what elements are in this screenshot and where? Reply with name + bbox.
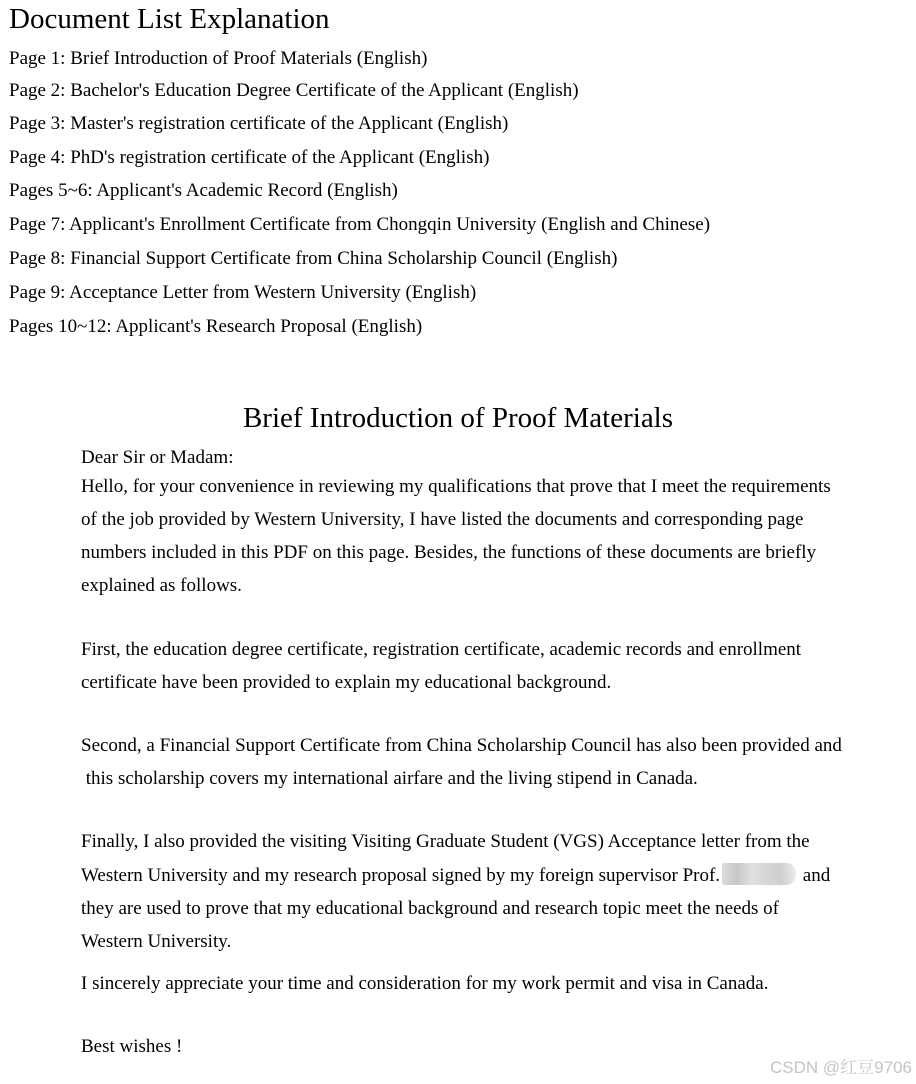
text-line: Hello, for your convenience in reviewing my qualifications that prove that I meet the requirements (81, 476, 831, 497)
text-line: they are used to prove that my educational background and research topic meet the needs of (81, 898, 779, 919)
document-list-item: Pages 10~12: Applicant's Research Proposal (English) (9, 316, 423, 337)
document-list-item: Page 9: Acceptance Letter from Western University (English) (9, 282, 477, 303)
document-list-title: Document List Explanation (9, 3, 330, 35)
appreciation-line: I sincerely appreciate your time and consideration for my work permit and visa in Canada. (81, 973, 769, 994)
text-segment: Western University and my research proposal signed by my foreign supervisor Prof. (81, 865, 721, 886)
salutation: Dear Sir or Madam: (81, 447, 234, 468)
text-line: explained as follows. (81, 575, 242, 596)
closing-line: Best wishes ! (81, 1036, 183, 1057)
document-list-item: Pages 5~6: Applicant's Academic Record (English) (9, 180, 398, 201)
text-line: Second, a Financial Support Certificate from China Scholarship Council has also been provided and (81, 735, 842, 756)
text-line: of the job provided by Western University, I have listed the documents and corresponding page (81, 509, 804, 530)
document-list-item: Page 3: Master's registration certificate of the Applicant (English) (9, 113, 509, 134)
text-line: certificate have been provided to explain my educational background. (81, 672, 612, 693)
watermark: CSDN @红豆9706 (770, 1058, 912, 1077)
text-line: Western University. (81, 931, 232, 952)
text-line: numbers included in this PDF on this page. Besides, the functions of these documents are briefly (81, 542, 817, 563)
document-list-item: Page 8: Financial Support Certificate from China Scholarship Council (English) (9, 248, 618, 269)
introduction-title: Brief Introduction of Proof Materials (242, 402, 674, 434)
text-line: Finally, I also provided the visiting Visiting Graduate Student (VGS) Acceptance letter from the (81, 831, 810, 852)
redacted-name-blur (722, 863, 796, 885)
document-list-item: Page 2: Bachelor's Education Degree Certificate of the Applicant (English) (9, 80, 579, 101)
document-list-item: Page 4: PhD's registration certificate of the Applicant (English) (9, 147, 490, 168)
document-list-item: Page 7: Applicant's Enrollment Certificate from Chongqin University (English and Chinese) (9, 214, 711, 235)
text-segment: and (798, 865, 831, 886)
text-line: First, the education degree certificate, registration certificate, academic records and enrollment (81, 639, 802, 660)
text-line (81, 863, 830, 888)
text-line: this scholarship covers my international airfare and the living stipend in Canada. (81, 768, 698, 789)
document-list-item: Page 1: Brief Introduction of Proof Materials (English) (9, 48, 428, 69)
